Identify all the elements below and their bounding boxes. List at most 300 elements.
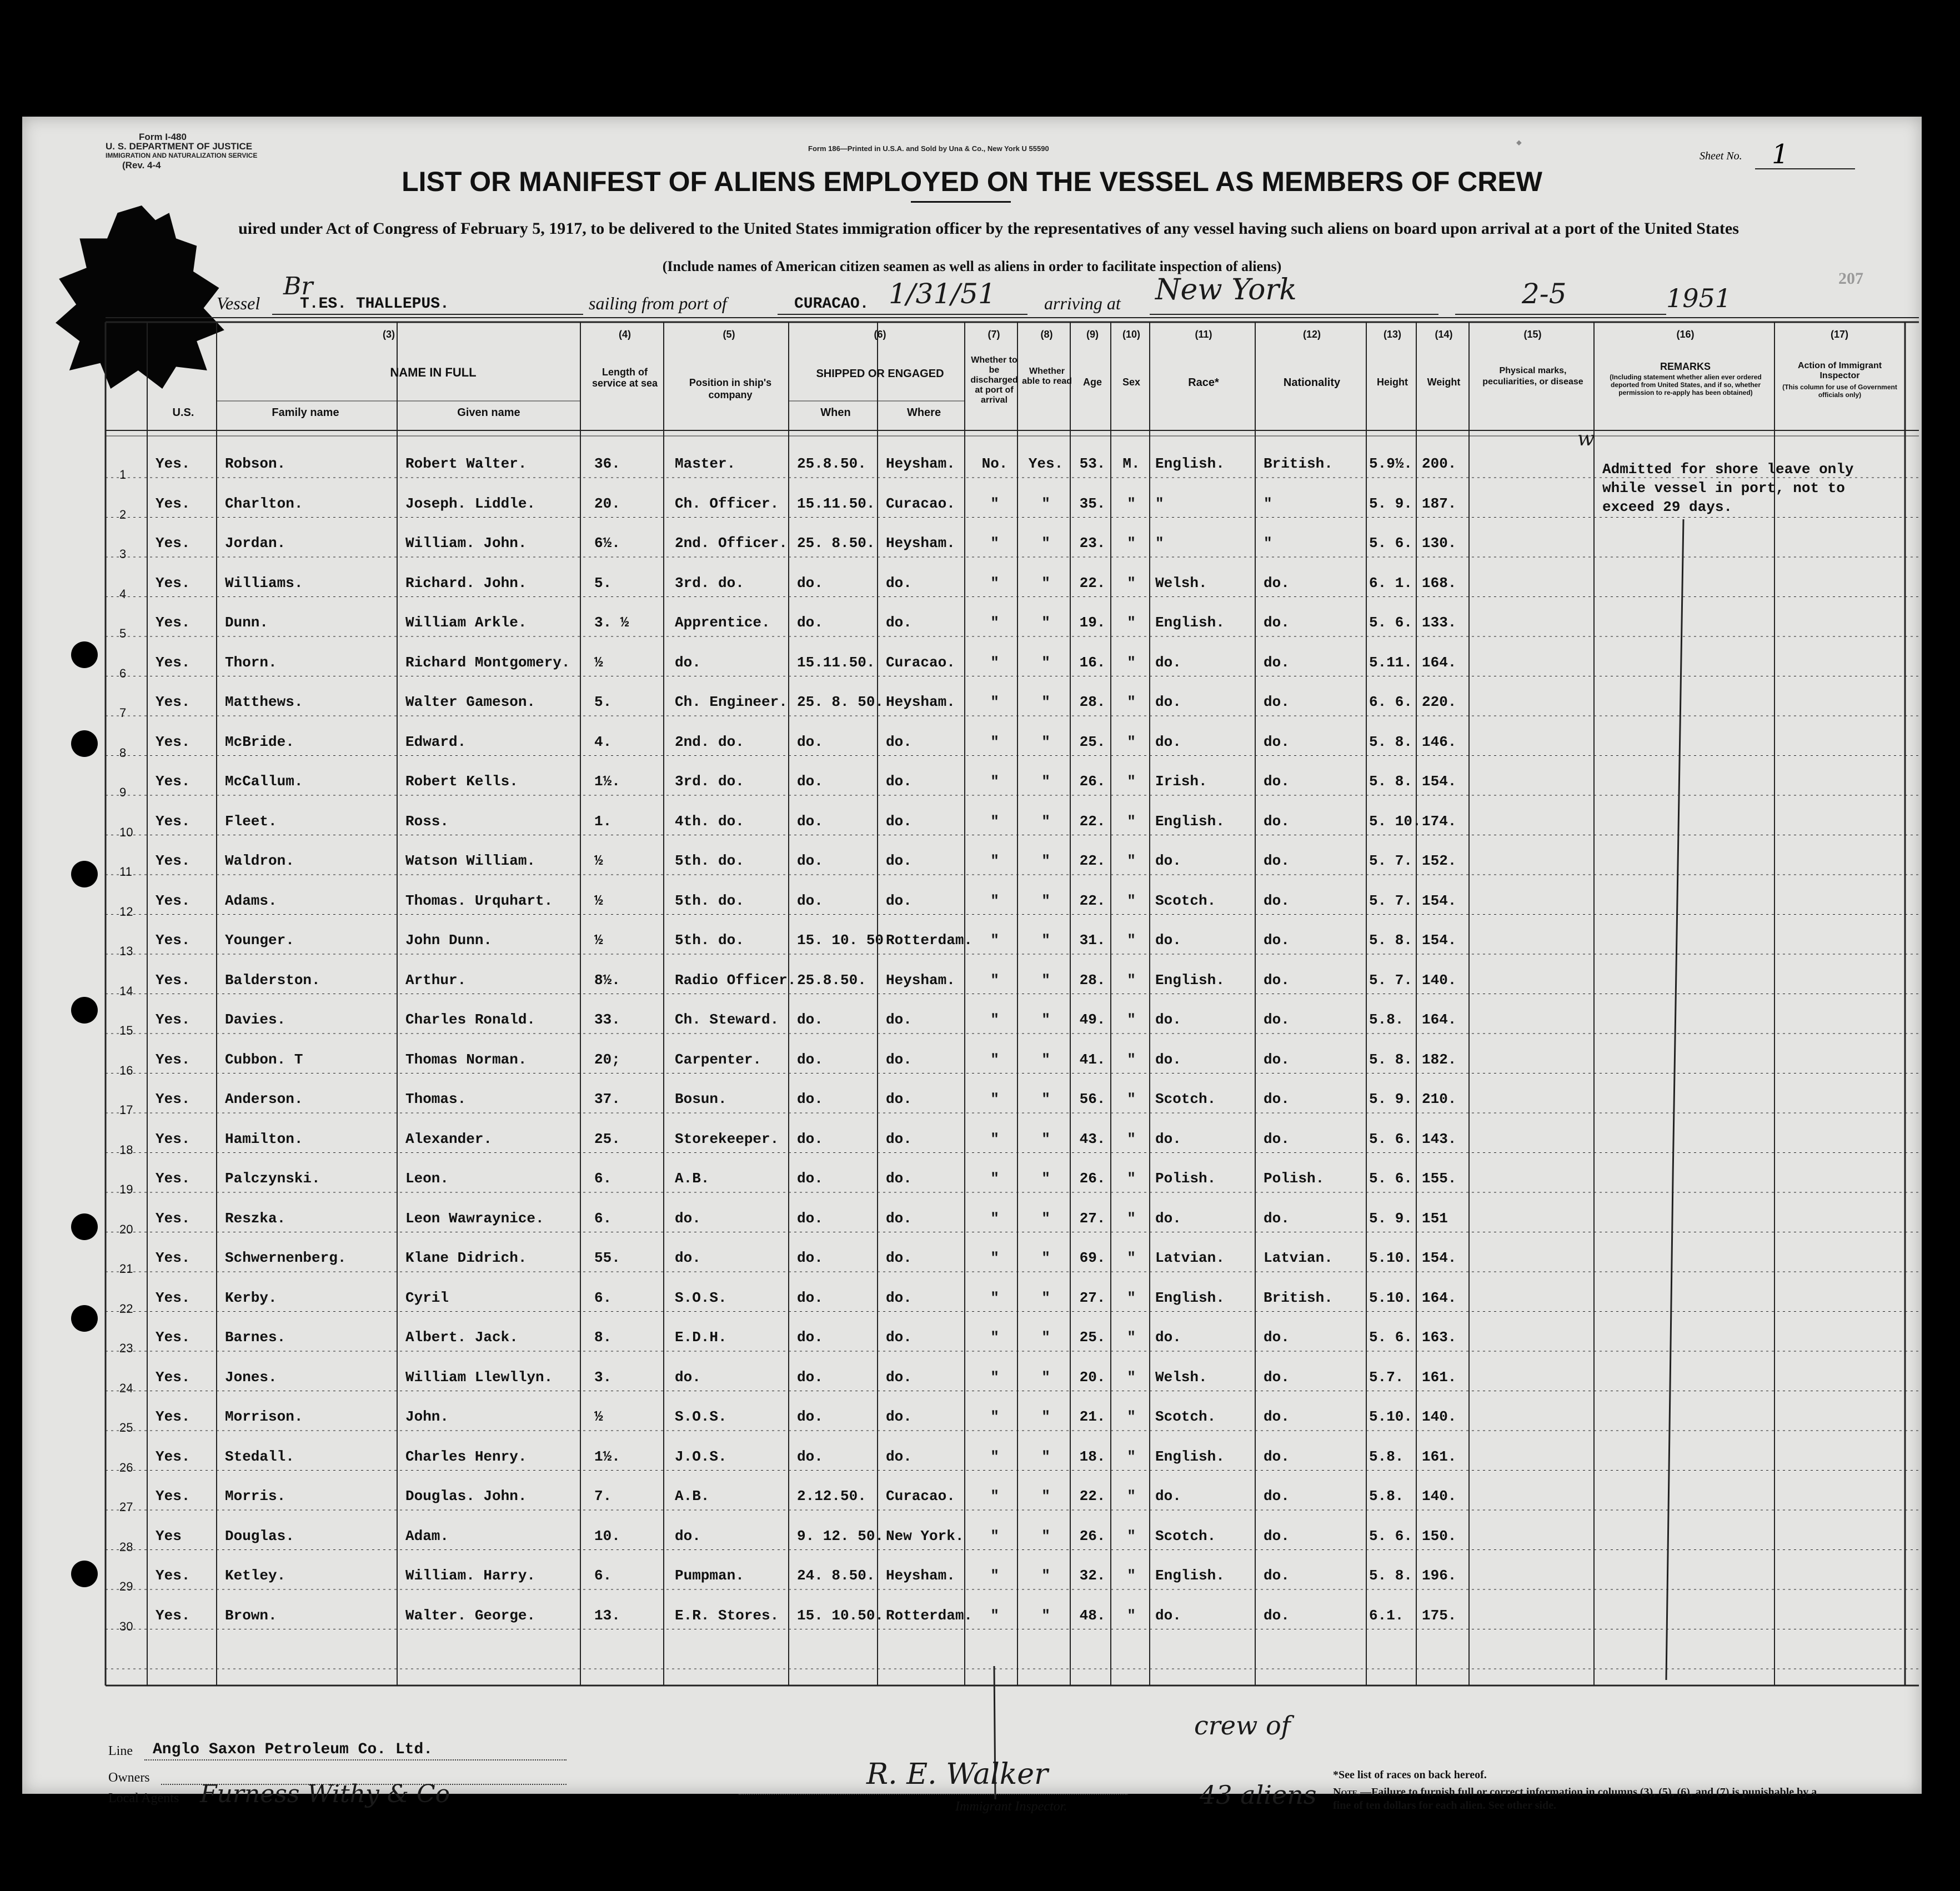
cell-height: 5. 9.: [1369, 1210, 1413, 1227]
punch-hole: [71, 861, 98, 887]
cell-nat: do.: [1264, 694, 1290, 710]
cell-family: Douglas.: [225, 1527, 294, 1544]
cell-disch: ": [990, 654, 999, 671]
cell-height: 5. 8.: [1369, 773, 1413, 790]
cell-service: 1½.: [594, 773, 620, 790]
cell-weight: 146.: [1422, 733, 1457, 750]
cell-family: Dunn.: [225, 614, 269, 631]
cell-when: 15.11.50.: [797, 654, 875, 671]
cell-disch: ": [990, 932, 999, 949]
cell-read: ": [1041, 1091, 1050, 1107]
cell-weight: 220.: [1422, 694, 1457, 710]
col-3-heading: NAME IN FULL: [390, 365, 477, 379]
cell-race: do.: [1155, 852, 1181, 869]
cell-family: Williams.: [225, 574, 303, 591]
cell-given: Cyril: [405, 1289, 449, 1306]
cell-sex: ": [1127, 932, 1136, 949]
col-9-number: (9): [1086, 329, 1099, 340]
cell-given: Joseph. Liddle.: [405, 495, 536, 512]
row-number: 14: [119, 984, 133, 998]
cell-age: 21.: [1079, 1408, 1106, 1425]
cell-read: ": [1041, 971, 1050, 989]
cell-disch: ": [990, 694, 999, 710]
cell-disch: ": [990, 971, 999, 989]
cell-weight: 140.: [1422, 1488, 1457, 1504]
cell-us: Yes.: [156, 1130, 191, 1147]
cell-age: 22.: [1079, 1488, 1106, 1504]
vessel-flag-handwritten: Br: [283, 272, 313, 300]
cell-height: 5. 7.: [1369, 852, 1413, 869]
cell-nat: do.: [1264, 1011, 1290, 1028]
col-7-number: (7): [987, 329, 1000, 340]
cell-age: 26.: [1079, 1527, 1106, 1544]
cell-service: 8.: [594, 1329, 612, 1346]
col-14-number: (14): [1435, 329, 1453, 340]
cell-position: E.R. Stores.: [675, 1607, 779, 1624]
cell-family: Reszka.: [225, 1210, 286, 1227]
cell-disch: ": [990, 1051, 999, 1068]
cell-disch: ": [990, 1607, 999, 1624]
cell-disch: No.: [981, 455, 1008, 472]
cell-disch: ": [990, 1170, 999, 1187]
cell-given: Thomas. Urquhart.: [405, 892, 553, 909]
cell-where: do.: [886, 892, 912, 909]
cell-when: do.: [797, 1250, 823, 1266]
cell-read: ": [1041, 932, 1050, 949]
checkmark-icon: [1888, 153, 1949, 192]
col-where-heading: Where: [906, 407, 941, 419]
cell-nat: do.: [1264, 1329, 1290, 1346]
row-number: 28: [119, 1539, 133, 1554]
cell-position: Apprentice.: [675, 614, 770, 631]
cell-when: do.: [797, 733, 823, 750]
cell-read: ": [1041, 694, 1050, 710]
cell-weight: 175.: [1422, 1607, 1457, 1624]
row-number: 27: [119, 1500, 133, 1514]
cell-weight: 154.: [1422, 773, 1457, 790]
remarks-note: [1602, 460, 1891, 516]
cell-given: Charles Ronald.: [405, 1011, 536, 1028]
cell-weight: 133.: [1422, 614, 1457, 631]
arrival-port: New York: [1155, 273, 1297, 307]
cell-when: do.: [797, 1051, 823, 1068]
cell-service: 37.: [594, 1091, 620, 1107]
cell-position: Ch. Officer.: [675, 495, 779, 512]
cell-sex: ": [1127, 1408, 1136, 1425]
cell-race: Welsh.: [1155, 1368, 1207, 1386]
cell-sex: ": [1127, 1527, 1136, 1544]
col-when-heading: When: [820, 407, 851, 419]
cell-read: ": [1041, 1448, 1050, 1465]
cell-service: 3. ½: [594, 614, 629, 631]
cell-service: 3.: [594, 1368, 612, 1386]
col-4-number: (4): [619, 329, 631, 340]
cell-position: Carpenter.: [675, 1051, 762, 1068]
cell-sex: ": [1127, 574, 1136, 591]
cell-position: do.: [675, 1210, 701, 1227]
cell-age: 48.: [1079, 1607, 1106, 1624]
cell-us: Yes.: [156, 1329, 191, 1346]
cell-race: Polish.: [1155, 1170, 1216, 1187]
cell-race: do.: [1155, 1607, 1181, 1624]
races-note: *See list of races on back hereof.: [1333, 1769, 1487, 1781]
cell-family: Stedall.: [225, 1448, 294, 1465]
cell-where: Heysham.: [886, 1567, 955, 1584]
cell-given: Charles Henry.: [405, 1448, 527, 1465]
cell-race: English.: [1155, 971, 1225, 989]
row-number: 21: [119, 1262, 133, 1276]
cell-us: Yes.: [156, 892, 191, 909]
cell-given: William Llewllyn.: [405, 1368, 553, 1386]
cell-age: 35.: [1079, 495, 1106, 512]
cell-sex: M.: [1122, 455, 1140, 472]
cell-nat: do.: [1264, 1527, 1290, 1544]
punch-hole: [71, 641, 98, 668]
cell-height: 5.8.: [1369, 1011, 1404, 1028]
cell-disch: ": [990, 1210, 999, 1227]
cell-age: 22.: [1079, 892, 1106, 909]
col-given-name-heading: Given name: [457, 407, 520, 419]
cell-height: 5. 6.: [1369, 1329, 1413, 1346]
cell-where: do.: [886, 773, 912, 790]
cell-read: ": [1041, 535, 1050, 551]
arriving-at-label: arriving at: [1044, 293, 1121, 313]
cell-position: A.B.: [675, 1170, 710, 1187]
remarks-line-2: while vessel in port, not to: [1602, 480, 1845, 496]
cell-height: 5. 9.: [1369, 495, 1413, 512]
arrival-date: 2-5: [1522, 278, 1567, 310]
cell-position: do.: [675, 1368, 701, 1386]
cell-race: do.: [1155, 1011, 1181, 1028]
row-number: 2: [119, 507, 127, 521]
cell-sex: ": [1127, 971, 1136, 989]
cell-weight: 200.: [1422, 455, 1457, 472]
cell-weight: 182.: [1422, 1051, 1457, 1068]
cell-given: Richard Montgomery.: [405, 654, 570, 671]
cell-race: Scotch.: [1155, 892, 1216, 909]
cell-position: Bosun.: [675, 1091, 727, 1107]
cell-where: do.: [886, 614, 912, 631]
cell-us: Yes.: [156, 495, 191, 512]
cell-position: 3rd. do.: [675, 574, 744, 591]
cell-given: Richard. John.: [405, 574, 527, 591]
cell-family: Jones.: [225, 1368, 277, 1386]
cell-family: Charlton.: [225, 495, 303, 512]
cell-disch: ": [990, 892, 999, 909]
col-family-name-heading: Family name: [272, 407, 339, 419]
cell-where: do.: [886, 1051, 912, 1068]
cell-height: 5. 8.: [1369, 932, 1413, 949]
cell-disch: ": [990, 574, 999, 591]
cell-sex: ": [1127, 495, 1136, 512]
cell-read: ": [1041, 1408, 1050, 1425]
col-6-number: (6): [874, 329, 886, 340]
cell-where: Heysham.: [886, 694, 955, 710]
cell-family: Robson.: [225, 455, 286, 472]
cell-sex: ": [1127, 1289, 1136, 1306]
cell-service: 1½.: [594, 1448, 620, 1465]
cell-height: 5.8.: [1369, 1488, 1404, 1504]
row-number: 19: [119, 1182, 133, 1196]
cell-nat: do.: [1264, 1607, 1290, 1624]
row-number: 3: [119, 547, 127, 561]
cell-sex: ": [1127, 1448, 1136, 1465]
penalty-note: [1333, 1785, 1833, 1812]
cell-where: Heysham.: [886, 971, 955, 989]
cell-age: 27.: [1079, 1289, 1106, 1306]
punch-hole: [71, 1305, 98, 1332]
col-11-heading: Race*: [1188, 377, 1219, 389]
col-13-number: (13): [1383, 329, 1401, 340]
cell-service: 5.: [594, 574, 612, 591]
cell-read: ": [1041, 1051, 1050, 1068]
cell-when: 15. 10.50.: [797, 1607, 884, 1624]
cell-height: 6. 1.: [1369, 574, 1413, 591]
row-number: 1: [119, 468, 127, 481]
cell-sex: ": [1127, 733, 1136, 750]
cell-position: Pumpman.: [675, 1567, 744, 1584]
cell-family: Kerby.: [225, 1289, 277, 1306]
cell-height: 5. 6.: [1369, 535, 1413, 551]
col-9-heading: Age: [1082, 377, 1102, 388]
cell-family: Thorn.: [225, 654, 277, 671]
cell-position: Master.: [675, 455, 736, 472]
cell-us: Yes.: [156, 733, 191, 750]
cell-when: do.: [797, 773, 823, 790]
row-number: 6: [119, 666, 127, 680]
cell-when: 24. 8.50.: [797, 1567, 875, 1584]
cell-nat: do.: [1264, 1488, 1290, 1504]
cell-position: 5th. do.: [675, 852, 744, 869]
cell-weight: 143.: [1422, 1130, 1457, 1147]
cell-family: Morris.: [225, 1488, 286, 1504]
cell-service: ½: [594, 932, 603, 949]
cell-sex: ": [1127, 1210, 1136, 1227]
cell-read: ": [1041, 1567, 1050, 1584]
vessel-name: T.ES. THALLEPUS.: [300, 295, 449, 313]
row-number: 5: [119, 626, 127, 640]
cell-given: John Dunn.: [405, 932, 493, 949]
cell-height: 5. 8.: [1369, 733, 1413, 750]
cell-height: 5. 9.: [1369, 1091, 1413, 1107]
cell-nat: do.: [1264, 574, 1290, 591]
punch-hole: [71, 997, 98, 1024]
cell-read: ": [1041, 1488, 1050, 1504]
row-number: 7: [119, 706, 127, 720]
cell-when: do.: [797, 852, 823, 869]
cell-when: 15.11.50.: [797, 495, 875, 512]
cell-weight: 154.: [1422, 892, 1457, 909]
cell-nat: ": [1264, 495, 1272, 512]
col-16-number: (16): [1676, 329, 1695, 340]
cell-given: William Arkle.: [405, 614, 527, 631]
col-12-number: (12): [1302, 329, 1321, 340]
cell-weight: 161.: [1422, 1448, 1457, 1465]
row-number: 13: [119, 944, 133, 958]
cell-when: do.: [797, 574, 823, 591]
col-4-heading: Length of service at sea: [591, 367, 658, 389]
cell-race: do.: [1155, 1329, 1181, 1346]
cell-weight: 140.: [1422, 1408, 1457, 1425]
cell-service: 6½.: [594, 535, 620, 551]
cell-position: do.: [675, 1250, 701, 1266]
cell-race: Scotch.: [1155, 1408, 1216, 1425]
local-agents-value: Furness Withy & Co: [200, 1780, 450, 1808]
cell-weight: 163.: [1422, 1329, 1457, 1346]
cell-weight: 161.: [1422, 1368, 1457, 1386]
cell-race: Scotch.: [1155, 1091, 1216, 1107]
inspector-signature: R. E. Walker: [866, 1758, 1048, 1791]
cell-where: Curacao.: [886, 1488, 955, 1504]
cell-race: ": [1155, 495, 1164, 512]
cell-us: Yes.: [156, 971, 191, 989]
cell-when: do.: [797, 1289, 823, 1306]
cell-weight: 174.: [1422, 812, 1457, 830]
cell-us: Yes.: [156, 773, 191, 790]
cell-us: Yes.: [156, 932, 191, 949]
cell-age: 16.: [1079, 654, 1106, 671]
cell-where: do.: [886, 1329, 912, 1346]
department-name: U. S. DEPARTMENT OF JUSTICE: [106, 141, 253, 152]
document-title: LIST OR MANIFEST OF ALIENS EMPLOYED ON THE VESSEL AS MEMBERS OF CREW: [402, 166, 1542, 197]
row-number: 17: [119, 1103, 133, 1117]
cell-age: 49.: [1079, 1011, 1106, 1028]
vessel-label: Vessel: [217, 293, 260, 313]
note-label: Note.: [1333, 1786, 1361, 1798]
row-number: 22: [119, 1301, 133, 1316]
cell-height: 5. 7.: [1369, 892, 1413, 909]
col-3-number: (3): [383, 329, 395, 340]
cell-us: Yes.: [156, 535, 191, 551]
cell-age: 41.: [1079, 1051, 1106, 1068]
cell-read: ": [1041, 1289, 1050, 1306]
cell-us: Yes.: [156, 1408, 191, 1425]
cell-height: 5. 6.: [1369, 1527, 1413, 1544]
cell-position: 5th. do.: [675, 892, 744, 909]
cell-us: Yes.: [156, 1250, 191, 1266]
cell-us: Yes.: [156, 1170, 191, 1187]
col-7-heading: Whether to be discharged at port of arrival: [970, 355, 1018, 405]
cell-nat: do.: [1264, 654, 1290, 671]
col-6-heading: SHIPPED OR ENGAGED: [816, 368, 944, 380]
cell-family: Cubbon. T: [225, 1051, 303, 1068]
cell-race: English.: [1155, 1289, 1225, 1306]
cell-age: 22.: [1079, 812, 1106, 830]
col-17-heading: Action of Immigrant Inspector: [1797, 361, 1882, 380]
cell-where: Heysham.: [886, 535, 955, 551]
cell-given: Watson William.: [405, 852, 536, 869]
cell-read: ": [1041, 1527, 1050, 1544]
local-agents-label: Local Agents: [108, 1791, 179, 1805]
cell-service: 20.: [594, 495, 620, 512]
cell-when: do.: [797, 614, 823, 631]
cell-where: do.: [886, 1170, 912, 1187]
cell-when: 15. 10. 50.: [797, 932, 893, 949]
cell-disch: ": [990, 1091, 999, 1107]
cell-age: 28.: [1079, 971, 1106, 989]
cell-us: Yes.: [156, 1567, 191, 1584]
cell-read: ": [1041, 1170, 1050, 1187]
cell-us: Yes.: [156, 654, 191, 671]
cell-family: Davies.: [225, 1011, 286, 1028]
cell-service: 13.: [594, 1607, 620, 1624]
cell-race: do.: [1155, 694, 1181, 710]
cell-us: Yes.: [156, 812, 191, 830]
cell-us: Yes.: [156, 614, 191, 631]
cell-nat: Latvian.: [1264, 1250, 1333, 1266]
cell-race: do.: [1155, 1130, 1181, 1147]
col-15-number: (15): [1523, 329, 1542, 340]
cell-us: Yes.: [156, 1607, 191, 1624]
cell-age: 18.: [1079, 1448, 1106, 1465]
crew-note-line-2: 43 aliens: [1200, 1780, 1317, 1810]
cell-us: Yes.: [156, 694, 191, 710]
cell-us: Yes.: [156, 1289, 191, 1306]
cell-service: 20;: [594, 1051, 620, 1068]
cell-when: 25. 8. 50.: [797, 694, 884, 710]
cell-disch: ": [990, 1011, 999, 1028]
cell-when: do.: [797, 1408, 823, 1425]
cell-height: 5. 8.: [1369, 1567, 1413, 1584]
cell-when: do.: [797, 1448, 823, 1465]
cell-where: do.: [886, 1210, 912, 1227]
cell-given: John.: [405, 1408, 449, 1425]
row-number: 16: [119, 1063, 133, 1077]
cell-sex: ": [1127, 1329, 1136, 1346]
cell-read: ": [1041, 1011, 1050, 1028]
cell-us: Yes.: [156, 1210, 191, 1227]
cell-position: S.O.S.: [675, 1289, 727, 1306]
cell-disch: ": [990, 1130, 999, 1147]
cell-age: 32.: [1079, 1567, 1106, 1584]
cell-race: do.: [1155, 1488, 1181, 1504]
cell-given: Robert Walter.: [405, 455, 527, 472]
cell-service: ½: [594, 654, 603, 671]
cell-nat: do.: [1264, 1448, 1290, 1465]
cell-when: 25. 8.50.: [797, 535, 875, 551]
cell-disch: ": [990, 773, 999, 790]
sailing-from-label: sailing from port of: [589, 293, 727, 313]
cell-given: Walter. George.: [405, 1607, 536, 1624]
cell-where: do.: [886, 1408, 912, 1425]
cell-sex: ": [1127, 812, 1136, 830]
cell-read: ": [1041, 495, 1050, 512]
cell-given: Leon Wawraynice.: [405, 1210, 544, 1227]
cell-sex: ": [1127, 1567, 1136, 1584]
cell-service: 25.: [594, 1130, 620, 1147]
cell-height: 6. 6.: [1369, 694, 1413, 710]
cell-sex: ": [1127, 535, 1136, 551]
punch-hole: [71, 1561, 98, 1587]
document-subtitle: uired under Act of Congress of February 5, 1917, to be delivered to the United States immigration officer by the representatives of any vessel having such aliens on board upon arrival at a port of the United States: [238, 219, 1739, 238]
cell-position: Ch. Steward.: [675, 1011, 779, 1028]
cell-height: 5.9½.: [1369, 455, 1413, 472]
cell-when: 25.8.50.: [797, 455, 866, 472]
cell-where: Rotterdam.: [886, 932, 973, 949]
cell-read: ": [1041, 614, 1050, 631]
cell-disch: ": [990, 495, 999, 512]
cell-when: 25.8.50.: [797, 971, 866, 989]
col-5-number: (5): [723, 329, 735, 340]
cell-weight: 187.: [1422, 495, 1457, 512]
form-number: Form I-480: [139, 132, 187, 142]
cell-height: 5.11.: [1369, 654, 1413, 671]
cell-given: Robert Kells.: [405, 773, 518, 790]
cell-service: 6.: [594, 1289, 612, 1306]
cell-age: 20.: [1079, 1368, 1106, 1386]
cell-service: ½: [594, 892, 603, 909]
cell-given: Leon.: [405, 1170, 449, 1187]
